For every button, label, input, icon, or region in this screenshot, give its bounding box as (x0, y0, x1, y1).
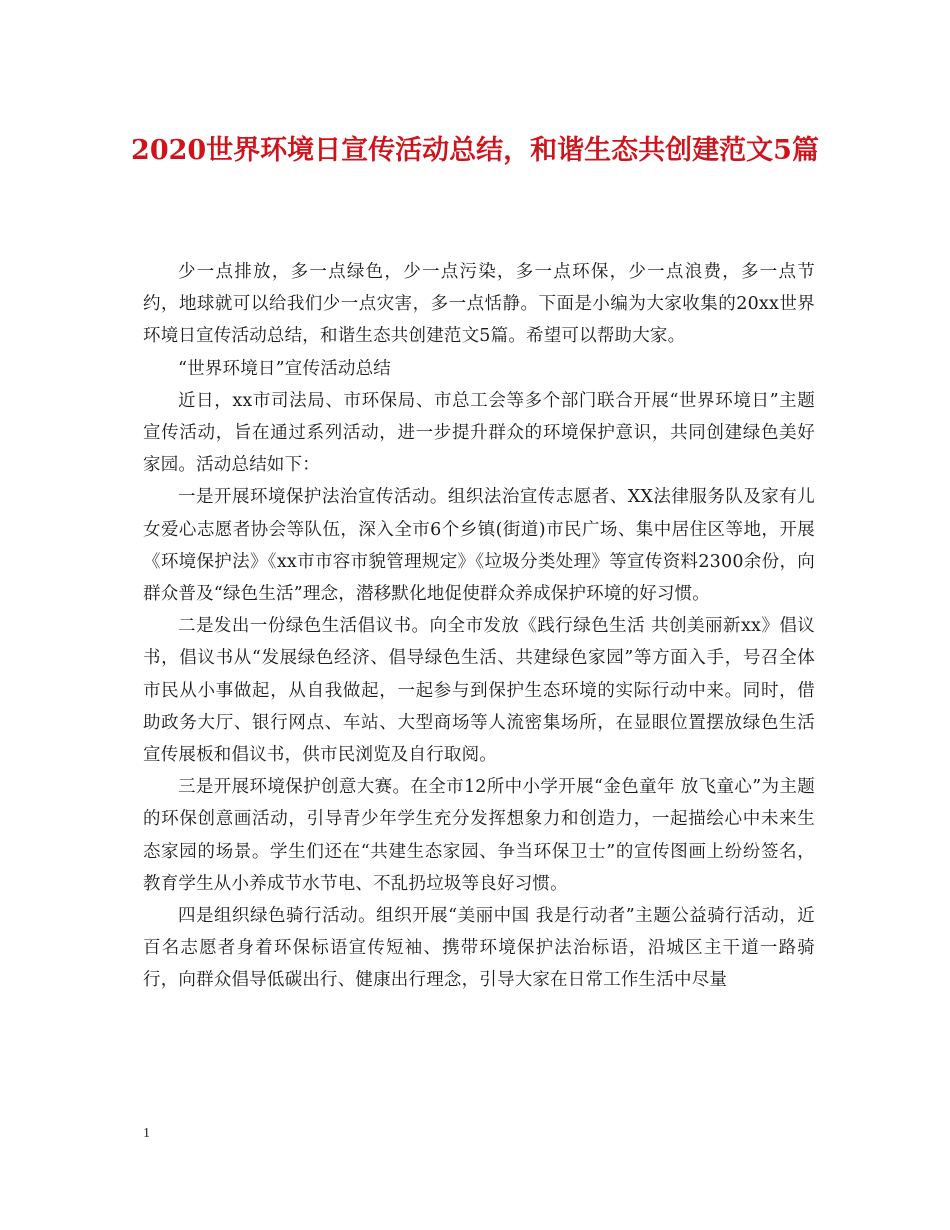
document-body (143, 256, 815, 997)
paragraph-point-3: 三是开展环境保护创意大赛。在全市12所中小学开展“金色童年 放飞童心”为主题的环保创意画活动，引导青少年学生充分发挥想象力和创造力，一起描绘心中未来生态家园的场景。学生们还在“共建生态家园、争当环保卫士”的宣传图画上纷纷签名，教育学生从小养成节水节电、不乱扔垃圾等良好习惯。 (143, 777, 815, 894)
paragraph-overview: 近日，xx市司法局、市环保局、市总工会等多个部门联合开展“世界环境日”主题宣传活动，旨在通过系列活动，进一步提升群众的环境保护意识，共同创建绿色美好家园。活动总结如下： (143, 390, 815, 476)
section-heading: “世界环境日”宣传活动总结 (178, 358, 391, 379)
paragraph-point-2: 二是发出一份绿色生活倡议书。向全市发放《践行绿色生活 共创美丽新xx》倡议书，倡议书从“发展绿色经济、倡导绿色生活、共建绿色家园”等方面入手，号召全体市民从小事做起，从自我做起，一起参与到保护生态环境的实际行动中来。同时，借助政务大厅、银行网点、车站、大型商场等人流密集场所，在显眼位置摆放绿色生活宣传展板和倡议书，供市民浏览及自行取阅。 (143, 616, 815, 766)
page-number: 1 (143, 1126, 150, 1141)
document-title: 2020世界环境日宣传活动总结，和谐生态共创建范文5篇 (131, 135, 819, 166)
paragraph-intro: 少一点排放，多一点绿色，少一点污染，多一点环保，少一点浪费，多一点节约，地球就可以给我们少一点灾害，多一点恬静。下面是小编为大家收集的20xx世界环境日宣传活动总结，和谐生态共创建范文5篇。希望可以帮助大家。 (143, 262, 815, 347)
paragraph-point-1: 一是开展环境保护法治宣传活动。组织法治宣传志愿者、XX法律服务队及家有儿女爱心志愿者协会等队伍，深入全市6个乡镇(街道)市民广场、集中居住区等地，开展《环境保护法》《xx市市容市貌管理规定》《垃圾分类处理》等宣传资料2300余份，向群众普及“绿色生活”理念，潜移默化地促使群众养成保护环境的好习惯。 (143, 487, 815, 605)
paragraph-point-4: 四是组织绿色骑行活动。组织开展“美丽中国 我是行动者”主题公益骑行活动，近百名志愿者身着环保标语宣传短袖、携带环境保护法治标语，沿城区主干道一路骑行，向群众倡导低碳出行、健康出行理念，引导大家在日常工作生活中尽量 (143, 906, 815, 991)
